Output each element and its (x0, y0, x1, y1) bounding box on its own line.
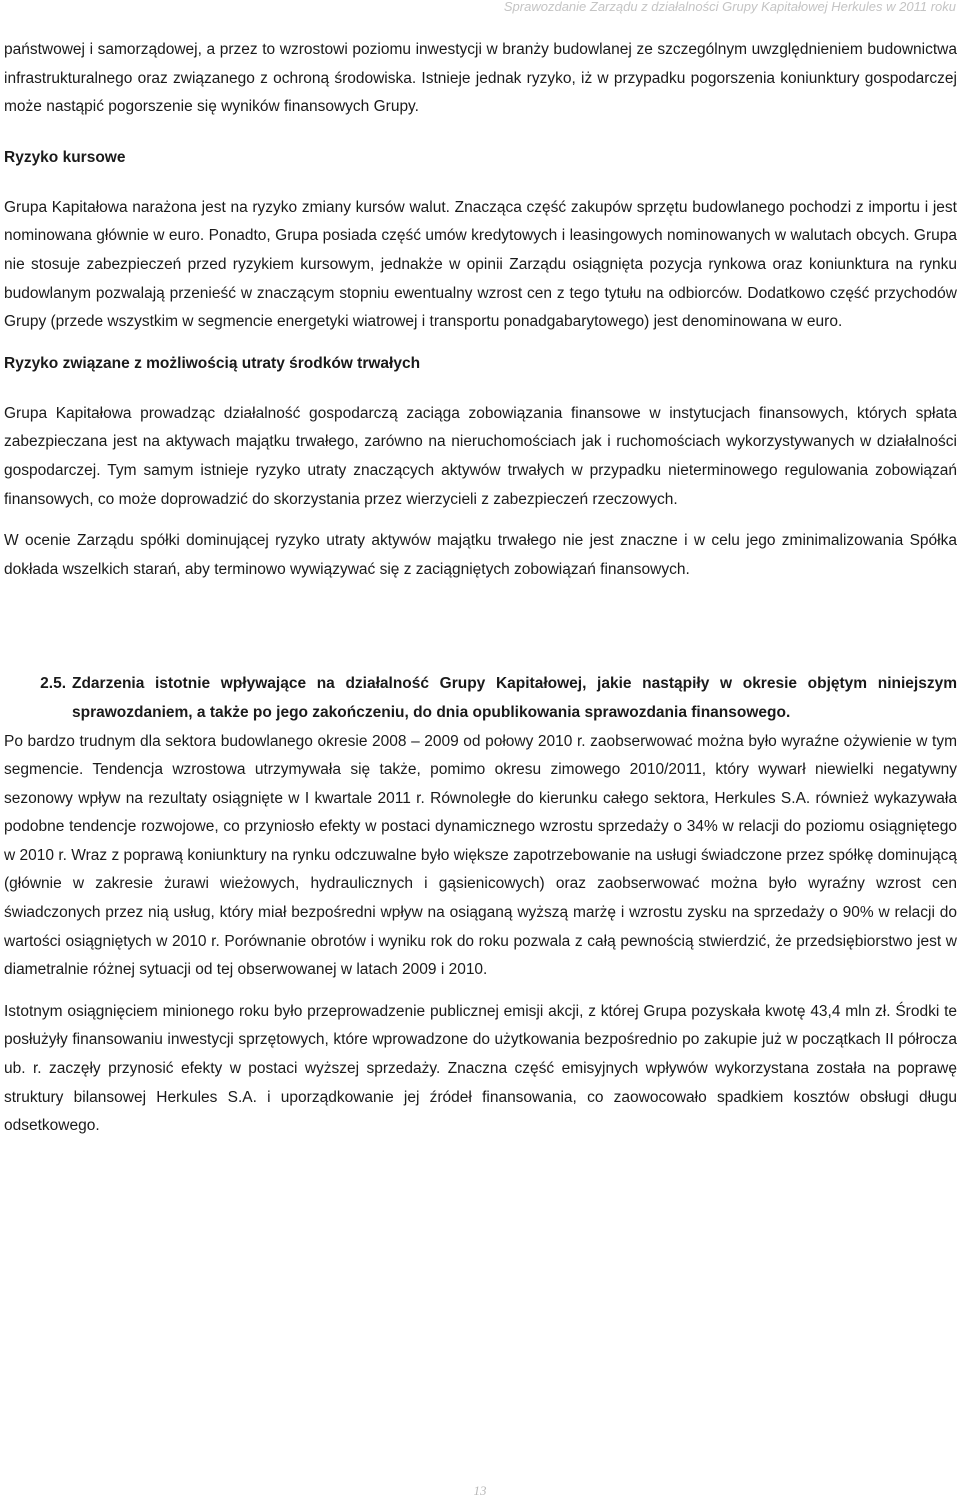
paragraph-board-assessment: W ocenie Zarządu spółki dominującej ryzyko utraty aktywów majątku trwałego nie jest znaczne i w celu jego zminimalizowania Spółka dokłada wszelkich starań, aby terminowo wywiązywać się z zaciągniętych zobowiązań finansowych. (4, 532, 957, 578)
heading-fixed-assets-risk: Ryzyko związane z możliwością utraty środków trwałych (4, 354, 421, 372)
paragraph-economic-risk-continuation: państwowej i samorządowej, a przez to wzrostowi poziomu inwestycji w branży budowlanej ze szczególnym uwzględnieniem budownictwa infrastrukturalnego oraz związanego z ochroną środowiska. Istnieje jednak ryzyko, iż w przypadku pogorszenia koniunktury gospodarczej może nastąpić pogorszenie się wyników finansowych Grupy. (4, 41, 957, 116)
paragraph-currency-risk: Grupa Kapitałowa narażona jest na ryzyko zmiany kursów walut. Znacząca część zakupów sprzętu budowlanego pochodzi z importu i jest nominowana głównie w euro. Ponadto, Grupa posiada część umów kredytowych i leasingowych nominowanych w walutach obcych. Grupa nie stosuje zabezpieczeń przed ryzykiem kursowym, jednakże w opinii Zarządu osiągnięta pozycja rynkowa oraz koniunktura na rynku budowlanym pozwalają przenieść w znaczącym stopniu ewentualny wzrost cen z tego tytułu na odbiorców. Dodatkowo część przychodów Grupy (przede wszystkim w segmencie energetyki wiatrowej i transportu ponadgabarytowego) jest denominowana w euro. (4, 198, 957, 331)
paragraph-share-issue: Istotnym osiągnięciem minionego roku było przeprowadzenie publicznej emisji akcji, z której Grupa pozyskała kwotę 43,4 mln zł. Środki te posłużyły finansowaniu inwestycji sprzętowych, które wprowadzone do użytkowania bezpośrednio po zakupie już w początkach II półrocza ub. r. zaczęły przynosić efekty w postaci wyższej sprzedaży. Znaczna część emisyjnych wpływów wykorzystana została na poprawę struktury bilansowej Herkules S.A. i uporządkowanie jej źródeł finansowania, co zaowocowało spadkiem kosztów obsługi długu odsetkowego. (4, 1002, 957, 1135)
section-title: Zdarzenia istotnie wpływające na działalność Grupy Kapitałowej, jakie nastąpiły w okresie objętym niniejszym sprawozdaniem, a także po jego zakończeniu, do dnia opublikowania sprawozdania finansowego. (72, 675, 957, 721)
section-number: 2.5. (40, 675, 66, 693)
paragraph-fixed-assets-risk: Grupa Kapitałowa prowadząc działalność gospodarczą zaciąga zobowiązania finansowe w instytucjach finansowych, których spłata zabezpieczana jest na aktywach majątku trwałego, zarówno na nieruchomościach jak i ruchomościach wykorzystywanych w działalności gospodarczej. Tym samym istnieje ryzyko utraty znaczących aktywów trwałych w przypadku nieterminowego regulowania zobowiązań finansowych, co może doprowadzić do skorzystania przez wierzycieli z zabezpieczeń rzeczowych. (4, 404, 957, 508)
running-header: Sprawozdanie Zarządu z działalności Grupy Kapitałowej Herkules w 2011 roku (503, 0, 956, 14)
document-body (4, 36, 957, 1141)
page-number: 13 (473, 1483, 487, 1498)
paragraph-market-recovery: Po bardzo trudnym dla sektora budowlanego okresie 2008 – 2009 od połowy 2010 r. zaobserwować można było wyraźne ożywienie w tym segmencie. Tendencja wzrostowa utrzymywała się także, pomimo okresu zimowego 2010/2011, który wywarł niewielki negatywny sezonowy wpływ na rezultaty osiągnięte w I kwartale 2011 r. Równoległe do kierunku całego sektora, Herkules S.A. również wykazywała podobne tendencje rozwojowe, co przyniosło efekty w postaci dynamicznego wzrostu sprzedaży o 34% w relacji do poziomu osiągniętego w 2010 r. Wraz z poprawą koniunktury na rynku odczuwalne było większe zapotrzebowanie na usługi świadczone przez spółkę dominującą (głównie w zakresie żurawi wieżowych, hydraulicznych i gąsienicowych) oraz zaobserwować można było wyraźny wzrost cen świadczonych przez nią usług, który miał bezpośredni wpływ na osiąganą wyższą marżę i wzrostu zysku na sprzedaży o 90% w relacji do wartości osiągniętych w 2010 r. Porównanie obrotów i wyniku rok do roku pozwala z całą pewnością stwierdzić, że przedsiębiorstwo jest w diametralnie różnej sytuacji od tej obserwowanej w latach 2009 i 2010. (4, 732, 957, 979)
heading-currency-risk: Ryzyko kursowe (4, 148, 126, 166)
section-heading-2-5 (4, 670, 957, 727)
